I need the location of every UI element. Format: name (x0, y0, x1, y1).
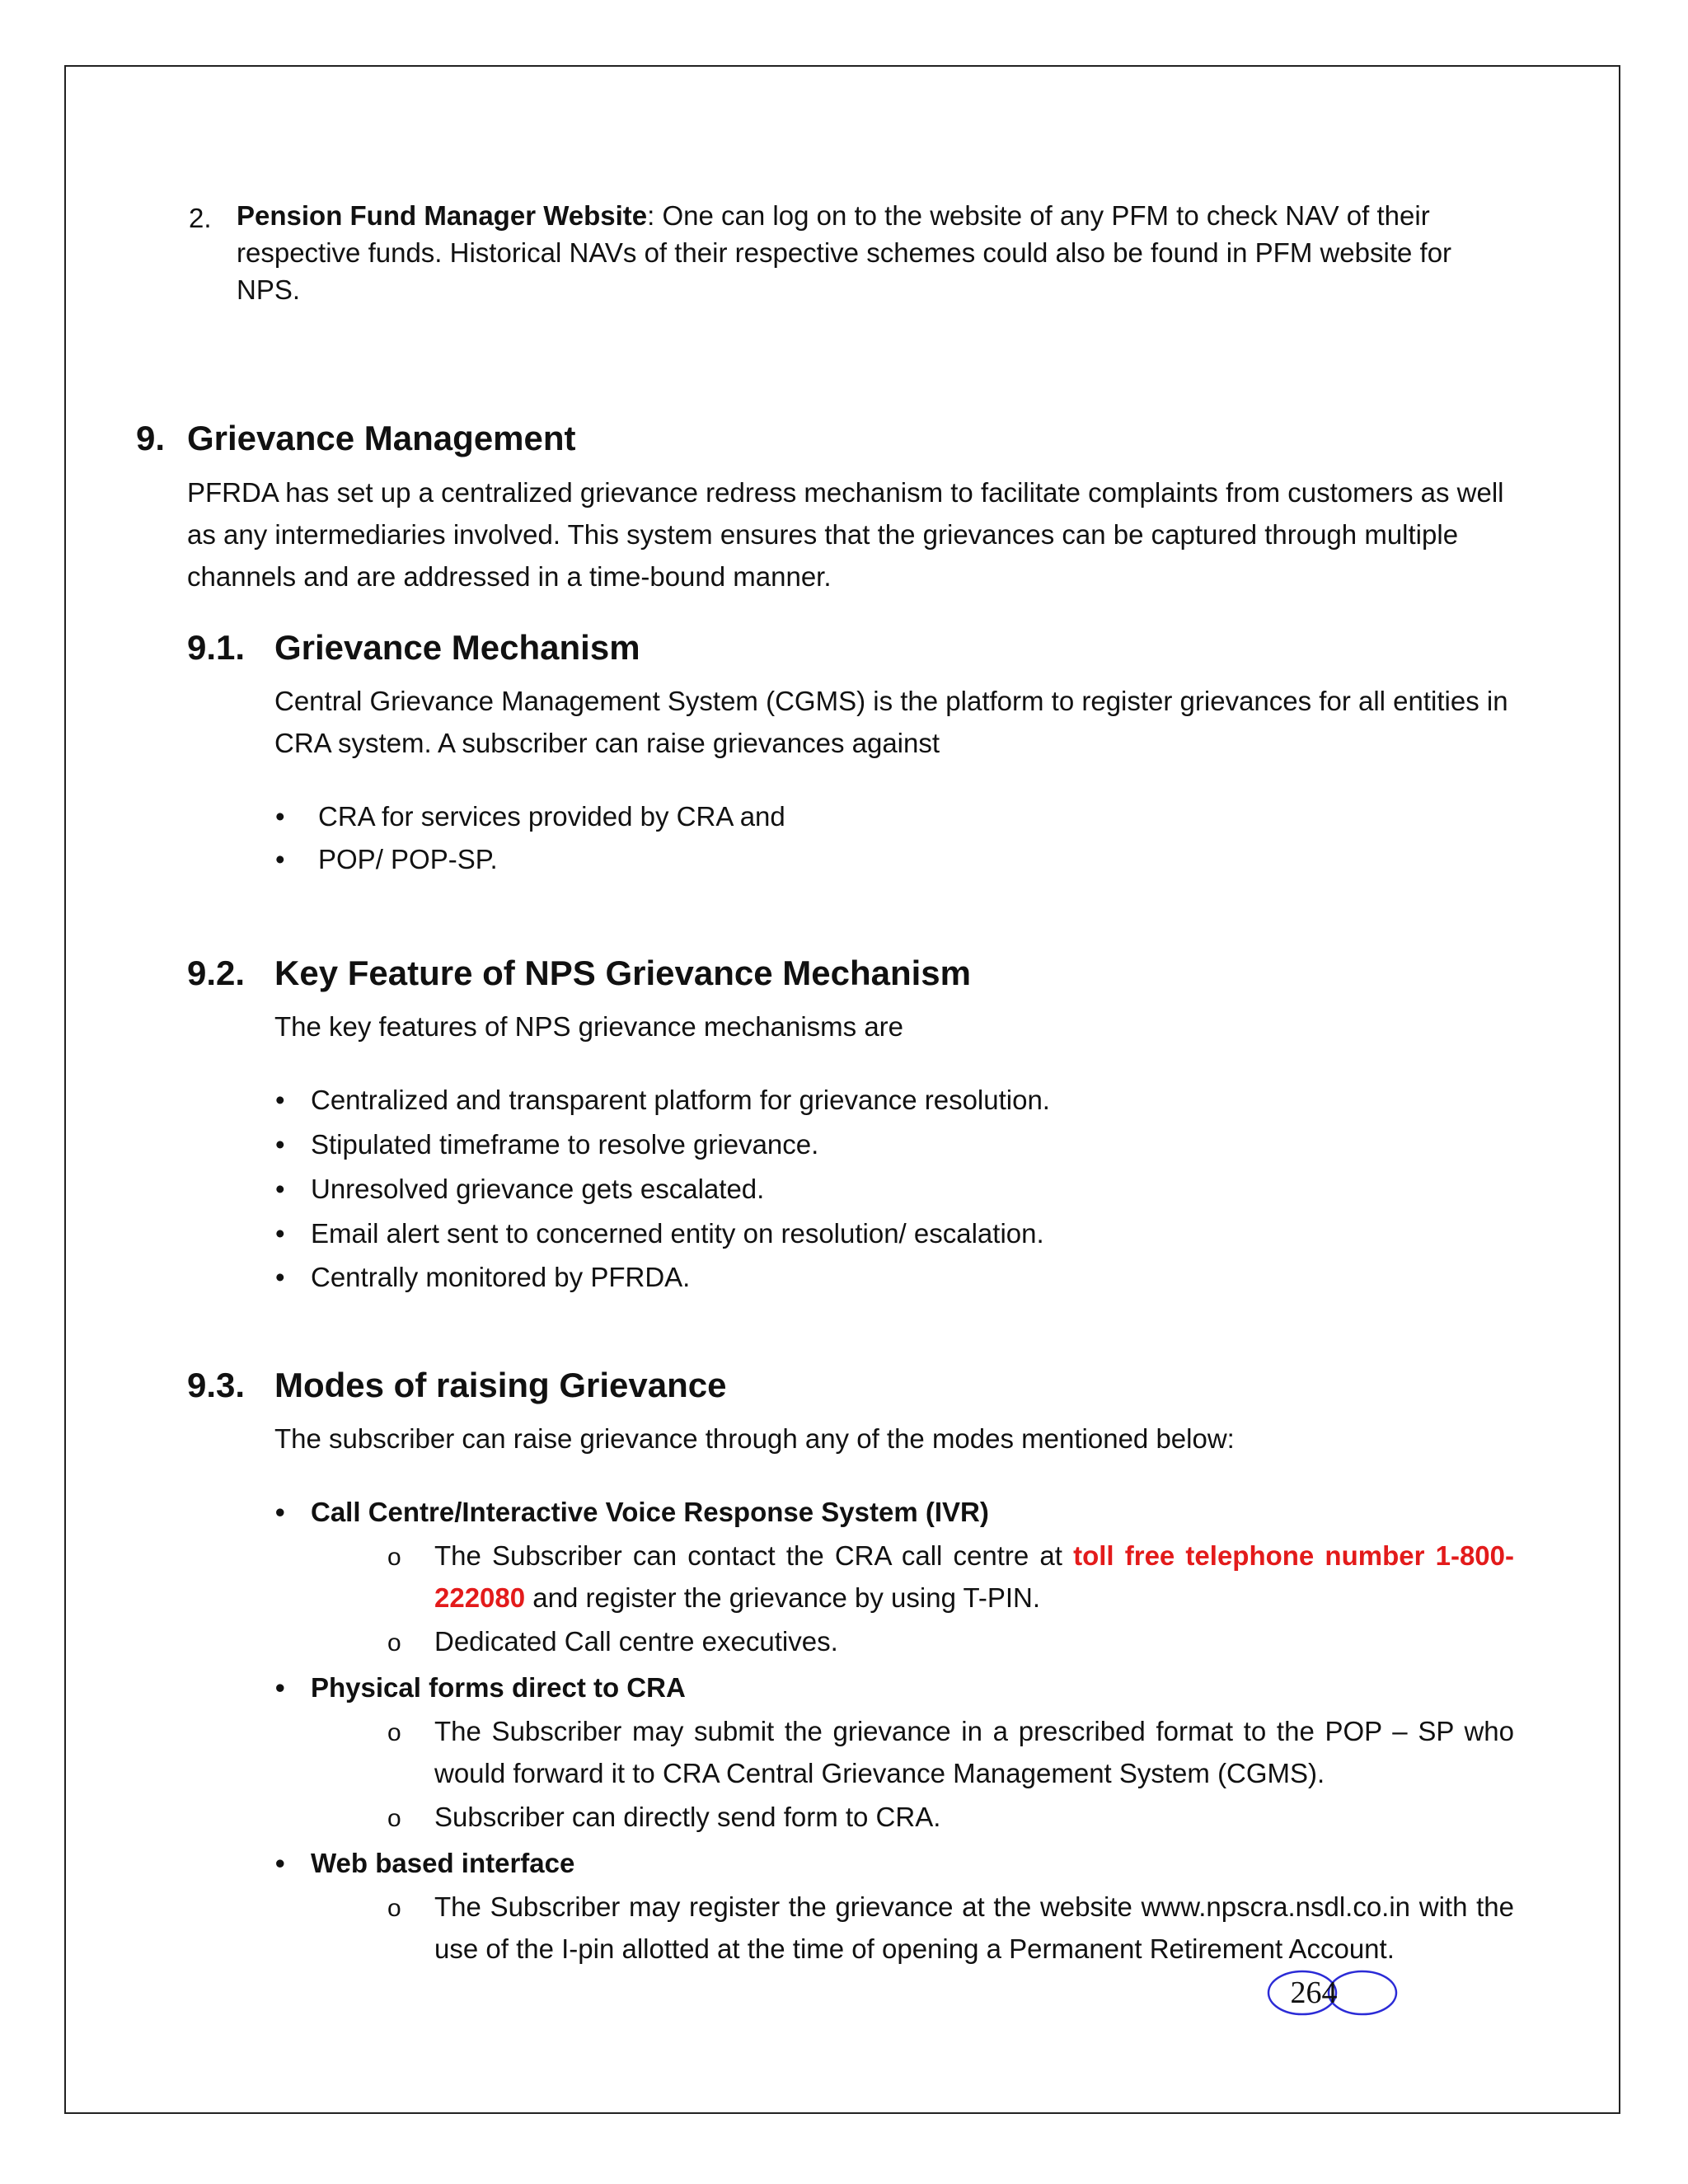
mode-sub-text: and register the grievance by using T-PIN. (525, 1582, 1041, 1613)
subsection-number: 9.1. (187, 628, 246, 667)
subsection-number: 9.2. (187, 954, 246, 992)
mode-title: Call Centre/Interactive Voice Response System (IVR) (311, 1497, 989, 1527)
bullet: • (275, 1218, 285, 1249)
mode-sub-text: The Subscriber can contact the CRA call centre at (434, 1540, 1074, 1571)
section-title: Grievance Management (187, 419, 576, 457)
bullet: • (275, 1497, 285, 1527)
bullet: • (275, 1672, 285, 1703)
mode-sub-item (434, 1535, 1514, 1619)
list-number: 2. (189, 203, 212, 233)
bullet: • (275, 844, 285, 874)
page-number: 264 (1290, 1975, 1338, 2010)
bullet: • (275, 1129, 285, 1160)
subsection-title: Modes of raising Grievance (274, 1366, 727, 1404)
mode-title: Physical forms direct to CRA (311, 1672, 686, 1703)
subsection-number: 9.3. (187, 1366, 246, 1404)
pfm-website-item (237, 197, 1510, 308)
bullet: • (275, 1262, 285, 1292)
mode-sub-item: The Subscriber may register the grievance at the website www.npscra.nsdl.co.in with the use of the I-pin allotted at the time of opening a Permanent Retirement Account. (434, 1891, 1514, 1964)
subsection-paragraph: Central Grievance Management System (CGMS) is the platform to register grievances for all entities in CRA system. A subscriber can raise grievances against (274, 686, 1508, 758)
subsection-paragraph: The subscriber can raise grievance through any of the modes mentioned below: (274, 1423, 1235, 1454)
pfm-website-title: Pension Fund Manager Website (237, 200, 648, 231)
sub-bullet: o (387, 1719, 401, 1746)
list-item: Email alert sent to concerned entity on resolution/ escalation. (311, 1218, 1044, 1249)
list-item: Centrally monitored by PFRDA. (311, 1262, 691, 1292)
mode-title: Web based interface (311, 1848, 575, 1878)
list-item: CRA for services provided by CRA and (318, 801, 785, 832)
bullet: • (275, 1085, 285, 1115)
pfm-website-text: : One can log on to the website of any PFM to check NAV of their respective funds. Historical NAVs of their respective schemes could also be found in PFM website for NPS. (237, 200, 1452, 305)
mode-sub-item: Dedicated Call centre executives. (434, 1626, 838, 1657)
list-item: POP/ POP-SP. (318, 844, 498, 874)
subsection-paragraph: The key features of NPS grievance mechanisms are (274, 1011, 904, 1042)
bullet: • (275, 1174, 285, 1204)
list-item: Centralized and transparent platform for grievance resolution. (311, 1085, 1050, 1115)
sub-bullet: o (387, 1629, 401, 1657)
sub-bullet: o (387, 1895, 401, 1922)
list-item: Stipulated timeframe to resolve grievance. (311, 1129, 819, 1160)
sub-bullet: o (387, 1544, 401, 1571)
bullet: • (275, 1848, 285, 1878)
page-number-badge (1266, 1969, 1401, 2017)
subsection-title: Grievance Mechanism (274, 628, 640, 667)
section-number: 9. (136, 419, 166, 457)
subsection-title: Key Feature of NPS Grievance Mechanism (274, 954, 971, 992)
mode-sub-item: Subscriber can directly send form to CRA. (434, 1802, 941, 1832)
section-paragraph: PFRDA has set up a centralized grievance redress mechanism to facilitate complaints from customers as well as any intermediaries involved. This system ensures that the grievances can be captured through multiple channels and are addressed in a time-bound manner. (187, 477, 1504, 592)
sub-bullet: o (387, 1805, 401, 1832)
list-item: Unresolved grievance gets escalated. (311, 1174, 765, 1204)
toll-free-number: toll free telephone number 1-800-222080 (434, 1540, 1514, 1613)
bullet: • (275, 801, 285, 832)
mode-sub-item: The Subscriber may submit the grievance in a prescribed format to the POP – SP who would forward it to CRA Central Grievance Management System (CGMS). (434, 1716, 1514, 1788)
